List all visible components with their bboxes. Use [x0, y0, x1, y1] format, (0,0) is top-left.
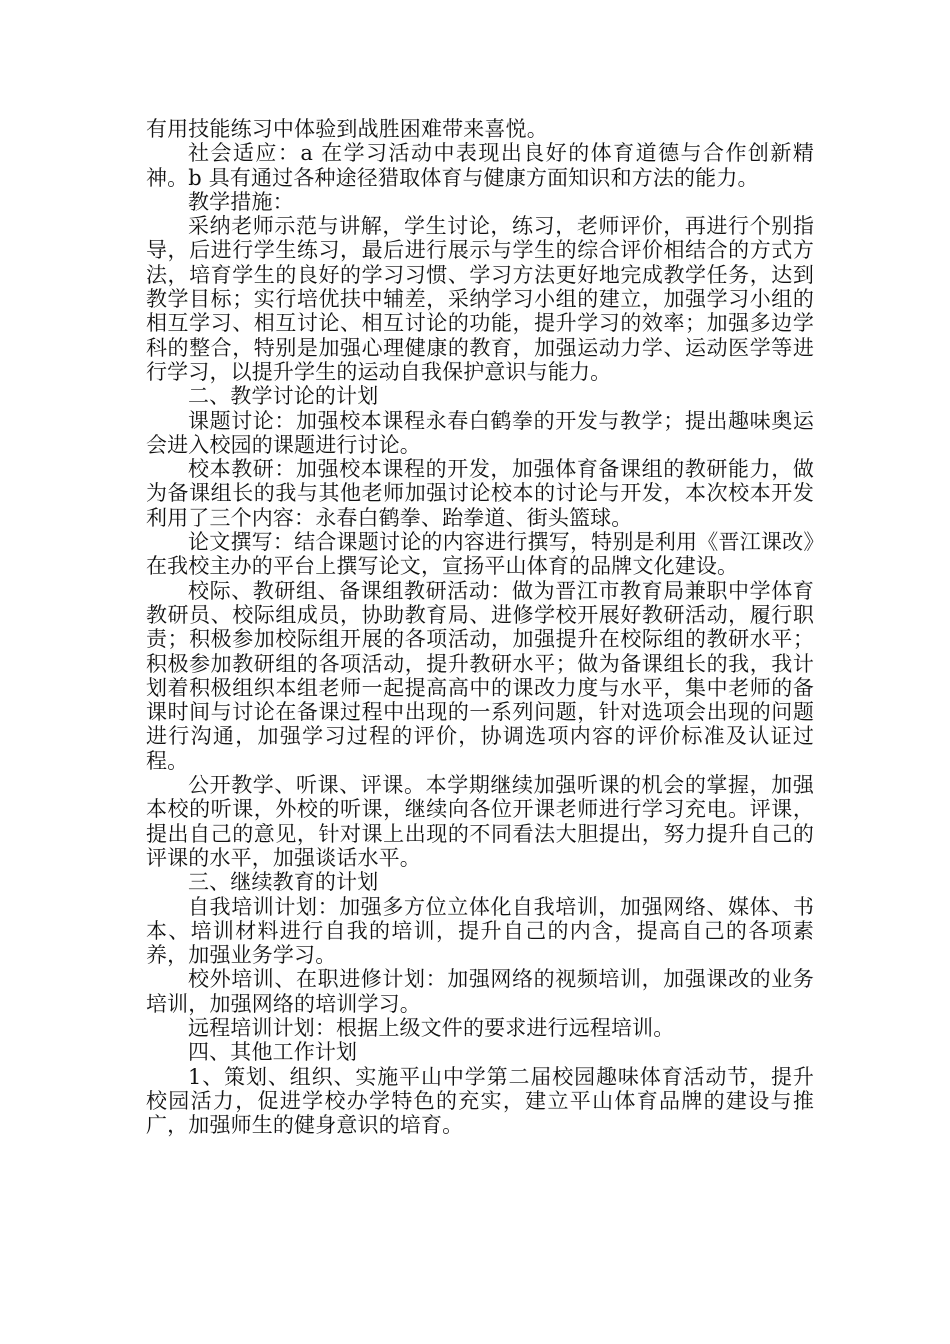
paragraph-open-teaching: 公开教学、听课、评课。本学期继续加强听课的机会的掌握，加强本校的听课，外校的听课，继续向各位开课老师进行学习充电。评课，提出自己的意见，针对课上出现的不同看法大胆提出，努力提升自己的评课的水平，加强谈话水平。: [146, 773, 814, 870]
paragraph-self-training: 自我培训计划：加强多方位立体化自我培训，加强网络、媒体、书本、培训材料进行自我的培训，提升自己的内含，提高自己的各项素养，加强业务学习。: [146, 894, 814, 968]
paragraph-other-plan-1: 1、策划、组织、实施平山中学第二届校园趣味体育活动节，提升校园活力，促进学校办学特色的充实，建立平山体育品牌的建设与推广，加强师生的健身意识的培育。: [146, 1064, 814, 1138]
paragraph-paper-writing: 论文撰写：结合课题讨论的内容进行撰写，特别是利用《晋江课改》在我校主办的平台上撰写论文，宣扬平山体育的品牌文化建设。: [146, 530, 814, 579]
section-heading-4: 四、其他工作计划: [188, 1040, 358, 1065]
heading-teaching-measures: 教学措施：: [188, 189, 294, 214]
paragraph-school-research: 校本教研：加强校本课程的开发，加强体育备课组的教研能力，做为备课组长的我与其他老师加强讨论校本的讨论与开发，本次校本开发利用了三个内容：永春白鹤拳、跆拳道、街头篮球。: [146, 457, 814, 530]
paragraph-remote-training: 远程培训计划：根据上级文件的要求进行远程培训。: [188, 1015, 675, 1040]
document-body: [146, 117, 814, 1137]
paragraph-teaching-methods: 采纳老师示范与讲解，学生讨论，练习，老师评价，再进行个别指导，后进行学生练习，最后进行展示与学生的综合评价相结合的方式方法，培育学生的良好的学习习惯、学习方法更好地完成教学任务，达到教学目标；实行培优扶中辅差，采纳学习小组的建立，加强学习小组的相互学习、相互讨论、相互讨论的功能，提升学习的效率；加强多边学科的整合，特别是加强心理健康的教育，加强运动力学、运动医学等进行学习，以提升学生的运动自我保护意识与能力。: [146, 214, 814, 384]
paragraph-research-activities: 校际、教研组、备课组教研活动：做为晋江市教育局兼职中学体育教研员、校际组成员，协助教育局、进修学校开展好教研活动，履行职责；积极参加校际组开展的各项活动，加强提升在校际组的教研水平；积极参加教研组的各项活动，提升教研水平；做为备课组长的我，我计划着积极组织本组老师一起提高高中的课改力度与水平，集中老师的备课时间与讨论在备课过程中出现的一系列问题，针对选项会出现的问题进行沟通，加强学习过程的评价，协调选项内容的评价标准及认证过程。: [146, 578, 814, 773]
paragraph-external-training: 校外培训、在职进修计划：加强网络的视频培训，加强课改的业务培训，加强网络的培训学习。: [146, 967, 814, 1016]
section-heading-3: 三、继续教育的计划: [188, 870, 379, 895]
paragraph-social-adaptation: 社会适应：a 在学习活动中表现出良好的体育道德与合作创新精神。b 具有通过各种途径猎取体育与健康方面知识和方法的能力。: [146, 141, 814, 190]
paragraph-topic-research: 课题讨论：加强校本课程永春白鹤拳的开发与教学；提出趣味奥运会进入校园的课题进行讨论。: [146, 408, 814, 457]
section-heading-2: 二、教学讨论的计划: [188, 384, 379, 409]
paragraph-continuation: 有用技能练习中体验到战胜困难带来喜悦。: [146, 117, 548, 141]
